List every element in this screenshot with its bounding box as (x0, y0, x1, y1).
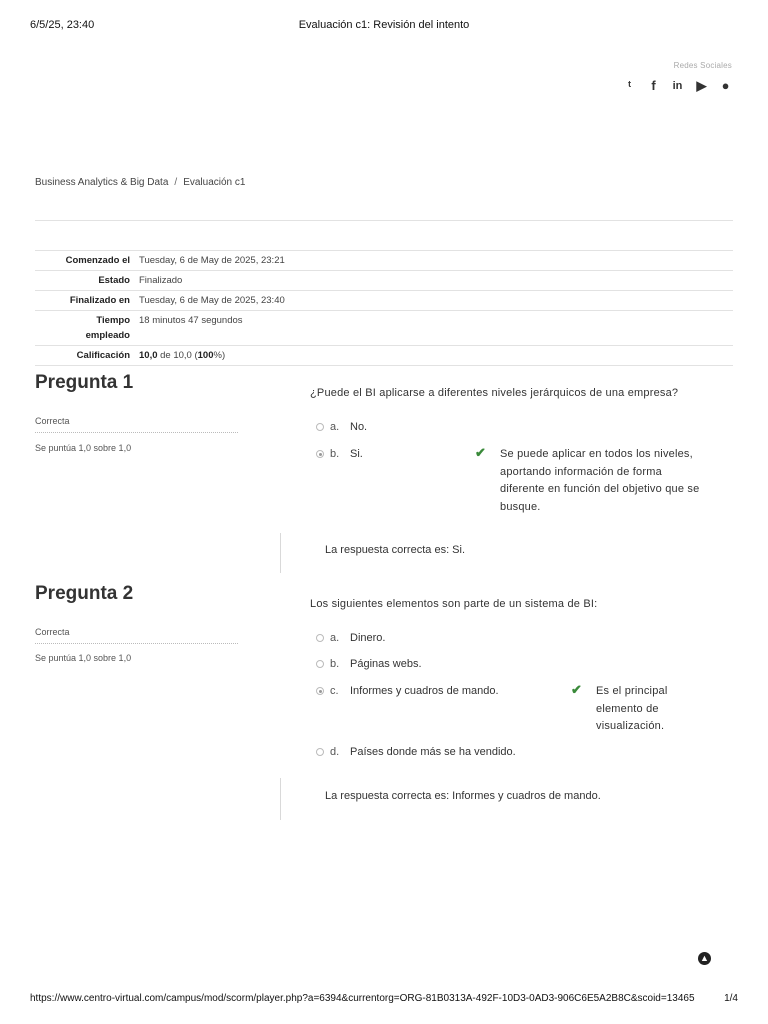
facebook-icon[interactable]: f (651, 78, 656, 93)
linkedin-icon[interactable]: in (672, 80, 683, 92)
option-letter: a. (330, 421, 340, 433)
answer-feedback (596, 683, 731, 736)
social-icons (623, 78, 732, 94)
radio-button[interactable] (316, 634, 324, 642)
summary-value: Tuesday, 6 de May de 2025, 23:40 (139, 295, 285, 306)
summary-label: Estado (98, 275, 130, 286)
breadcrumb-course-link[interactable]: Business Analytics & Big Data (35, 177, 169, 188)
grade-percent: 100 (197, 350, 214, 361)
feedback-line: aportando información de forma (500, 465, 662, 478)
answer-option[interactable] (316, 658, 422, 670)
summary-value: Finalizado (139, 275, 183, 286)
feedback-line: visualización. (596, 720, 665, 732)
grade-score: 10,0 (139, 350, 158, 361)
right-answer-bar (280, 778, 281, 820)
radio-button[interactable] (316, 423, 324, 431)
option-text: Países donde más se ha vendido. (350, 746, 516, 758)
summary-row-grade (35, 346, 733, 366)
print-title: Evaluación c1: Revisión del intento (298, 19, 470, 31)
summary-label: Finalizado en (69, 295, 130, 306)
option-letter: c. (330, 685, 339, 697)
print-date: 6/5/25, 23:40 (30, 19, 95, 31)
radio-button[interactable] (316, 660, 324, 668)
summary-label: Calificación (76, 350, 130, 361)
question-text: ¿Puede el BI aplicarse a diferentes niveles jerárquicos de una empresa? (310, 387, 679, 399)
social-label: Redes Sociales (673, 61, 732, 70)
summary-value (139, 346, 733, 366)
question-state: Correcta (35, 416, 238, 433)
option-text: Dinero. (350, 632, 386, 644)
answer-option[interactable] (316, 685, 499, 697)
option-letter: b. (330, 448, 340, 460)
question-state: Correcta (35, 627, 238, 644)
youtube-icon[interactable]: ▶ (696, 78, 707, 93)
feedback-line: Es el principal (596, 685, 668, 697)
radio-button-selected[interactable] (316, 687, 324, 695)
feedback-line: elemento de (596, 702, 659, 715)
check-icon: ✔ (571, 682, 582, 697)
feedback-line: busque. (500, 500, 541, 513)
feedback-line: diferente en función del objetivo que se (500, 483, 700, 495)
right-answer-bar (280, 533, 281, 573)
option-text: Informes y cuadros de mando. (350, 685, 499, 697)
question-title: Pregunta 1 (35, 372, 134, 393)
check-icon: ✔ (475, 445, 486, 460)
summary-row-finished (35, 291, 733, 311)
summary-label: Comenzado el (65, 255, 130, 266)
radio-button-selected[interactable] (316, 450, 324, 458)
summary-row-time (35, 311, 733, 346)
right-answer: La respuesta correcta es: Informes y cuadros de mando. (325, 790, 601, 802)
answer-option[interactable] (316, 448, 363, 460)
answer-option[interactable] (316, 746, 516, 758)
breadcrumb-separator: / (174, 177, 178, 188)
answer-option[interactable] (316, 421, 367, 433)
breadcrumb-page-link[interactable]: Evaluación c1 (183, 177, 246, 188)
feedback-line: Se puede aplicar en todos los niveles, (500, 448, 693, 460)
question-title: Pregunta 2 (35, 583, 134, 604)
summary-label-line: Tiempo (96, 315, 130, 326)
question-grade: Se puntúa 1,0 sobre 1,0 (35, 653, 132, 663)
arrow-up-circle-icon[interactable]: ▲ (698, 952, 711, 965)
summary-value: 18 minutos 47 segundos (139, 315, 243, 326)
summary-label-line: empleado (85, 330, 130, 341)
option-text: Páginas webs. (350, 658, 422, 670)
grade-mid: de 10,0 ( (157, 350, 198, 361)
question-grade: Se puntúa 1,0 sobre 1,0 (35, 443, 132, 453)
print-page-number: 1/4 (724, 993, 738, 1004)
grade-end: %) (213, 350, 226, 361)
option-text: No. (350, 421, 368, 433)
summary-label (35, 311, 139, 346)
print-url: https://www.centro-virtual.com/campus/mod/scorm/player.php?a=6394&currentorg=ORG-81B0313A-492F-10D3-0AD3-906C6E5A2B8C&scoid=13465 (30, 993, 695, 1004)
globe-icon[interactable]: ● (721, 78, 730, 93)
breadcrumb (35, 177, 245, 188)
divider (35, 220, 733, 221)
summary-row-state (35, 271, 733, 291)
option-text: Si. (350, 448, 363, 460)
answer-option[interactable] (316, 632, 385, 644)
radio-button[interactable] (316, 748, 324, 756)
question-text: Los siguientes elementos son parte de un sistema de BI: (310, 598, 598, 610)
option-letter: b. (330, 658, 340, 670)
summary-row-started (35, 251, 733, 271)
attempt-summary-table (35, 250, 733, 366)
answer-feedback (500, 446, 730, 516)
summary-value: Tuesday, 6 de May de 2025, 23:21 (139, 255, 285, 266)
option-letter: a. (330, 632, 340, 644)
right-answer: La respuesta correcta es: Si. (325, 544, 466, 556)
twitter-icon[interactable]: ᵗ (628, 78, 631, 93)
option-letter: d. (330, 746, 340, 758)
